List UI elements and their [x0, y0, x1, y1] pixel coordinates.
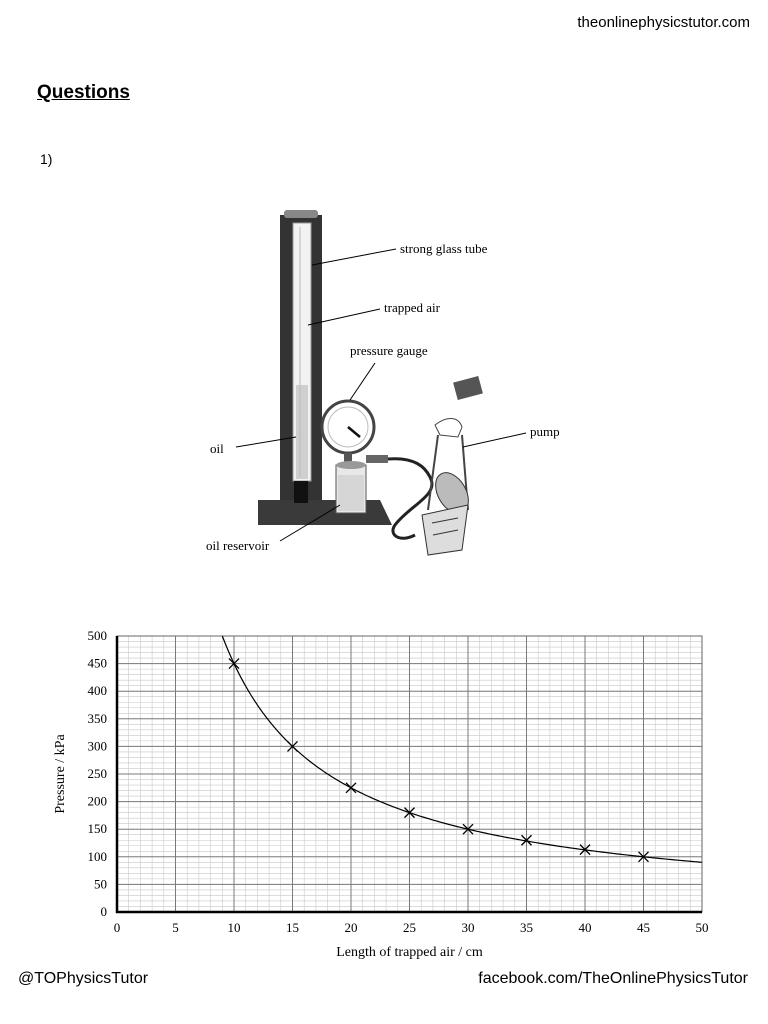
y-tick-label: 150: [87, 821, 107, 837]
label-pump: pump: [530, 424, 560, 439]
page-heading: Questions: [37, 82, 130, 103]
data-points: [229, 659, 649, 862]
y-axis-label: Pressure / kPa: [53, 734, 68, 814]
label-oil: oil: [210, 441, 224, 456]
x-tick-label: 30: [461, 920, 475, 935]
y-tick-label: 250: [87, 766, 107, 781]
label-oil-reservoir: oil reservoir: [206, 538, 270, 553]
y-tick-label: 300: [87, 738, 107, 754]
question-number: 1): [40, 151, 53, 167]
foot-pump: [422, 376, 483, 555]
label-trapped-air: trapped air: [384, 300, 440, 315]
x-tick-label: 0: [113, 920, 121, 935]
site-url: theonlinephysicstutor.com: [577, 14, 750, 31]
x-tick-label: 50: [695, 920, 709, 935]
x-tick-label: 40: [578, 920, 592, 935]
x-tick-label: 25: [403, 920, 416, 935]
y-tick-label: 450: [87, 655, 107, 671]
label-pressure-gauge: pressure gauge: [350, 343, 428, 358]
x-tick-label: 10: [227, 920, 241, 935]
label-glass-tube: strong glass tube: [400, 241, 488, 256]
apparatus-diagram: [200, 205, 580, 565]
y-tick-label: 400: [87, 683, 107, 699]
x-tick-label: 5: [172, 920, 179, 935]
y-tick-label: 0: [100, 904, 107, 919]
pressure-length-graph: [40, 622, 730, 967]
grid-major: [117, 636, 702, 912]
y-tick-label: 500: [87, 628, 107, 643]
stand-base: [258, 500, 392, 525]
x-tick-label: 45: [637, 920, 650, 935]
best-fit-curve: [222, 636, 702, 862]
y-tick-label: 50: [94, 876, 107, 892]
twitter-handle: @TOPhysicsTutor: [18, 970, 149, 987]
x-tick-label: 20: [344, 920, 358, 935]
y-tick-label: 350: [87, 710, 107, 726]
y-tick-label: 100: [87, 848, 107, 864]
facebook-link: facebook.com/TheOnlinePhysicsTutor: [478, 970, 748, 987]
x-tick-label: 35: [520, 920, 533, 935]
oil-column: [296, 385, 308, 479]
x-tick-label: 15: [286, 920, 299, 935]
x-axis-label: Length of trapped air / cm: [336, 945, 483, 960]
y-tick-label: 200: [87, 793, 107, 809]
